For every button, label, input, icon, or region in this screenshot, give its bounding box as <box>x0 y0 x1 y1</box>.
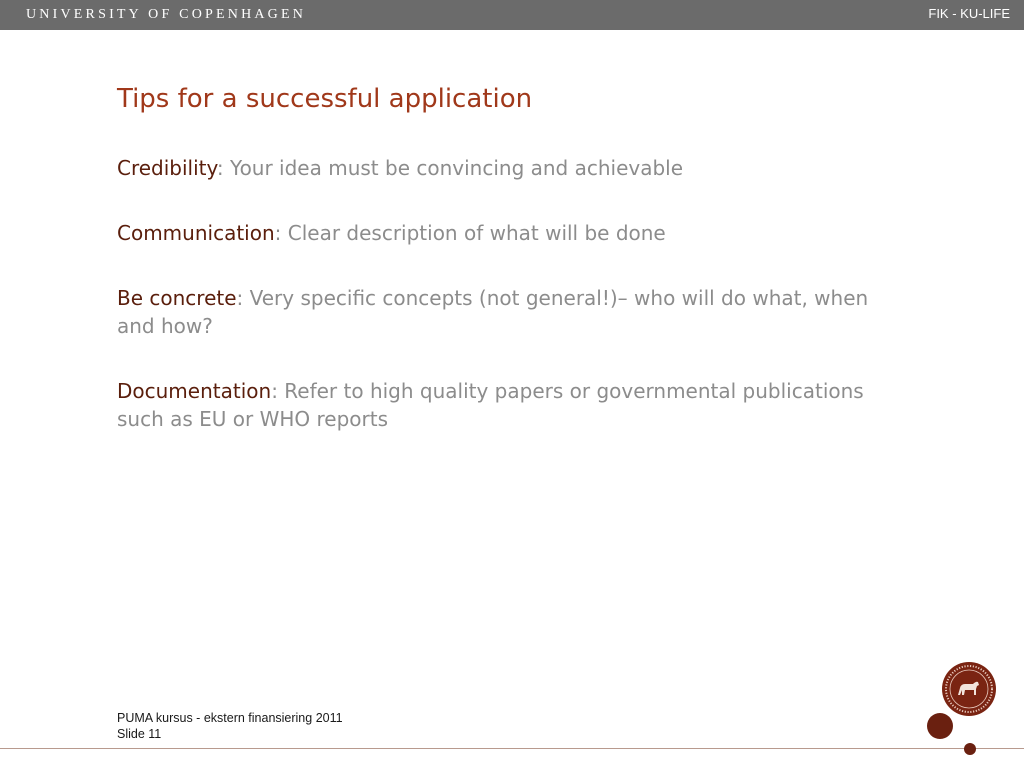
bullet-item-documentation <box>117 377 877 433</box>
bullet-term: Be concrete <box>117 286 237 310</box>
university-seal-icon <box>941 661 997 717</box>
bullet-list <box>117 154 877 470</box>
bullet-term: Communication <box>117 221 275 245</box>
bullet-item-communication <box>117 219 877 247</box>
decorative-dot-small <box>964 743 976 755</box>
footer-slide-number: Slide 11 <box>117 727 162 741</box>
bullet-text: : Clear description of what will be done <box>274 221 666 245</box>
bullet-term: Documentation <box>117 379 272 403</box>
slide-title: Tips for a successful application <box>117 84 533 114</box>
header-bar <box>0 0 1024 30</box>
decorative-dot-large <box>927 713 953 739</box>
university-name: UNIVERSITY OF COPENHAGEN <box>26 7 307 22</box>
bullet-text: : Your idea must be convincing and achievable <box>216 156 684 180</box>
bullet-item-credibility <box>117 154 877 182</box>
bullet-item-be-concrete <box>117 284 877 340</box>
bullet-text: : Very specific concepts (not general!)– who will do what, when and how? <box>117 286 869 338</box>
department-label: FIK - KU-LIFE <box>928 6 1010 21</box>
bottom-divider <box>0 748 1024 749</box>
bullet-term: Credibility <box>117 156 217 180</box>
footer-course: PUMA kursus - ekstern finansiering 2011 <box>117 711 343 725</box>
bullet-text: : Refer to high quality papers or governmental publications such as EU or WHO reports <box>117 379 864 431</box>
